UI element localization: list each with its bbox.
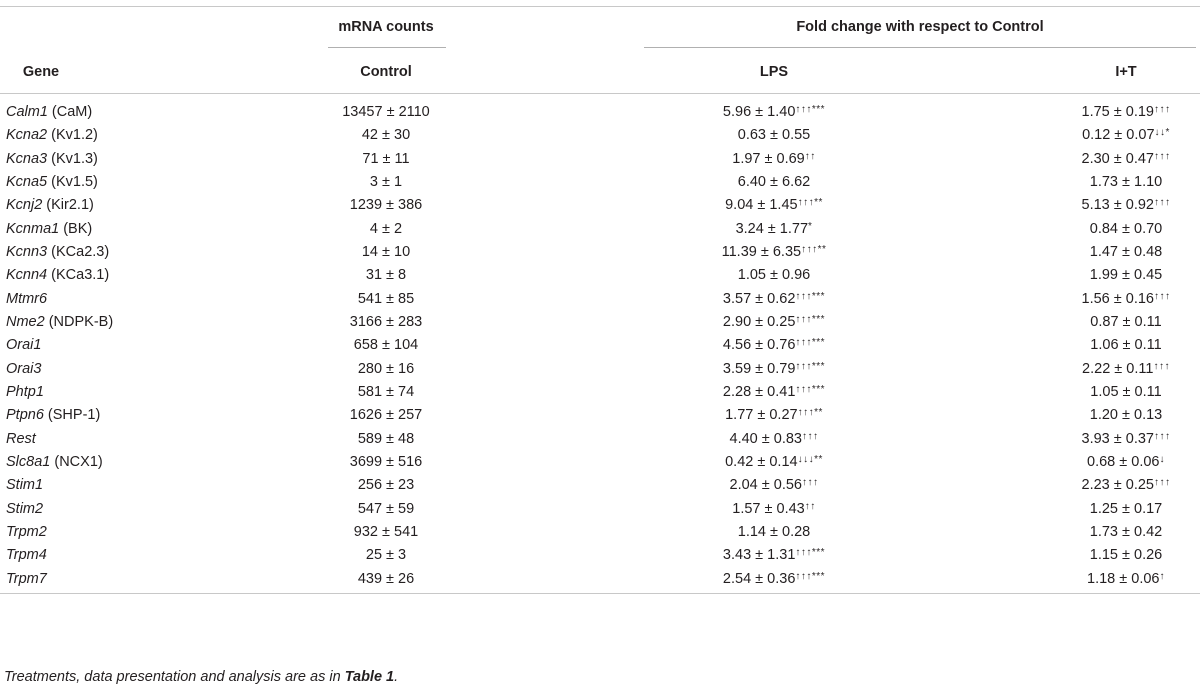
it-value: 1.56 ± 0.16 xyxy=(1081,290,1154,307)
control-count-cell: 71 ± 11 xyxy=(362,150,410,167)
gene-symbol: Orai1 xyxy=(6,337,42,354)
control-count-cell: 25 ± 3 xyxy=(365,547,407,564)
lps-value: 3.57 ± 0.62 xyxy=(722,290,796,307)
it-significance-marks: ↑↑↑ xyxy=(1153,360,1170,372)
it-fold-cell xyxy=(1056,521,1196,544)
gene-cell xyxy=(6,288,47,311)
it-fold-cell xyxy=(1056,124,1196,147)
control-count-cell: 4 ± 2 xyxy=(369,220,403,237)
table-row xyxy=(0,451,1200,474)
lps-fold-cell xyxy=(686,544,862,567)
lps-significance-marks: ↑↑↑** xyxy=(797,197,823,209)
gene-cell xyxy=(6,521,47,544)
column-header-control: Control xyxy=(360,64,412,80)
lps-fold-cell xyxy=(686,171,862,194)
lps-fold-cell xyxy=(686,334,862,357)
gene-symbol: Trpm4 xyxy=(6,547,47,564)
control-count-cell: 1626 ± 257 xyxy=(349,407,423,424)
it-significance-marks: ↑↑↑ xyxy=(1153,477,1171,489)
gene-alias: (SHP-1) xyxy=(43,407,101,424)
it-fold-cell xyxy=(1056,241,1196,264)
gene-alias: (BK) xyxy=(59,220,93,237)
it-value: 2.30 ± 0.47 xyxy=(1081,150,1154,167)
it-significance-marks: ↑↑↑ xyxy=(1153,150,1171,162)
lps-fold-cell xyxy=(686,148,862,171)
gene-alias: (NCX1) xyxy=(50,453,103,470)
control-count-cell: 3 ± 1 xyxy=(369,173,403,190)
it-value: 3.93 ± 0.37 xyxy=(1081,430,1154,447)
gene-symbol: Slc8a1 xyxy=(6,453,51,470)
gene-symbol: Rest xyxy=(6,430,36,447)
table-row xyxy=(0,381,1200,404)
it-value: 1.05 ± 0.11 xyxy=(1090,383,1162,400)
gene-cell xyxy=(6,264,109,287)
lps-fold-cell xyxy=(686,101,862,124)
gene-symbol: Stim2 xyxy=(6,500,44,517)
gene-cell xyxy=(6,381,44,404)
control-count-cell: 589 ± 48 xyxy=(357,430,415,447)
lps-value: 1.05 ± 0.96 xyxy=(737,267,811,284)
it-value: 0.12 ± 0.07 xyxy=(1082,127,1155,144)
lps-fold-cell xyxy=(686,358,862,381)
gene-cell xyxy=(6,358,41,381)
it-fold-cell xyxy=(1056,498,1196,521)
it-fold-cell xyxy=(1056,428,1196,451)
lps-fold-cell xyxy=(686,498,862,521)
lps-fold-cell xyxy=(686,521,862,544)
it-value: 2.22 ± 0.11 xyxy=(1082,360,1154,377)
it-fold-cell xyxy=(1056,474,1196,497)
lps-value: 0.42 ± 0.14 xyxy=(725,453,798,470)
table-row xyxy=(0,521,1200,544)
table-row xyxy=(0,474,1200,497)
control-count-cell: 541 ± 85 xyxy=(357,290,415,307)
it-value: 0.87 ± 0.11 xyxy=(1090,313,1162,330)
it-value: 1.06 ± 0.11 xyxy=(1090,337,1162,354)
table-row xyxy=(0,544,1200,567)
gene-symbol: Kcnn3 xyxy=(6,243,48,260)
table-row xyxy=(0,148,1200,171)
table-row xyxy=(0,241,1200,264)
it-fold-cell xyxy=(1056,358,1196,381)
lps-significance-marks: * xyxy=(808,220,813,232)
it-significance-marks: ↑ xyxy=(1159,570,1165,582)
control-count-cell: 547 ± 59 xyxy=(357,500,415,517)
control-count-cell: 42 ± 30 xyxy=(361,127,411,144)
control-count-cell: 14 ± 10 xyxy=(361,243,411,260)
lps-fold-cell xyxy=(686,404,862,427)
table-body xyxy=(0,101,1200,591)
control-count-cell: 658 ± 104 xyxy=(353,337,419,354)
lps-value: 11.39 ± 6.35 xyxy=(721,243,802,260)
group-rule-mrna xyxy=(328,47,446,48)
gene-cell xyxy=(6,428,36,451)
lps-fold-cell xyxy=(686,311,862,334)
it-value: 1.73 ± 1.10 xyxy=(1089,173,1163,190)
gene-alias: (CaM) xyxy=(47,104,93,120)
lps-fold-cell xyxy=(686,381,862,404)
lps-significance-marks: ↑↑↑** xyxy=(797,407,823,419)
it-significance-marks: ↑↑↑ xyxy=(1153,430,1171,442)
it-value: 1.25 ± 0.17 xyxy=(1089,500,1163,517)
lps-value: 2.28 ± 0.41 xyxy=(722,383,796,400)
gene-cell xyxy=(6,218,92,241)
gene-symbol: Kcnma1 xyxy=(6,220,60,237)
it-significance-marks: ↓ xyxy=(1159,453,1165,465)
gene-symbol: Kcna2 xyxy=(6,127,48,144)
lps-fold-cell xyxy=(686,474,862,497)
table-bottom-rule xyxy=(0,593,1200,594)
it-fold-cell xyxy=(1056,544,1196,567)
lps-fold-cell xyxy=(686,568,862,591)
table-row xyxy=(0,428,1200,451)
it-value: 1.20 ± 0.13 xyxy=(1089,407,1163,424)
table-row xyxy=(0,264,1200,287)
lps-value: 3.59 ± 0.79 xyxy=(722,360,796,377)
table-row xyxy=(0,404,1200,427)
it-significance-marks: ↓↓* xyxy=(1154,127,1170,139)
gene-symbol: Kcnn4 xyxy=(6,267,48,284)
lps-significance-marks: ↑↑↑ xyxy=(801,477,819,489)
it-fold-cell xyxy=(1056,568,1196,591)
it-value: 1.15 ± 0.26 xyxy=(1089,547,1163,564)
table-footnote xyxy=(4,669,398,685)
lps-significance-marks: ↑↑↑*** xyxy=(795,547,826,559)
lps-significance-marks: ↑↑↑*** xyxy=(795,360,826,372)
control-count-cell: 932 ± 541 xyxy=(353,523,419,540)
lps-value: 0.63 ± 0.55 xyxy=(737,127,811,144)
lps-significance-marks: ↑↑↑*** xyxy=(795,104,826,115)
table-row xyxy=(0,358,1200,381)
lps-significance-marks: ↑↑ xyxy=(804,500,816,512)
lps-value: 1.97 ± 0.69 xyxy=(732,150,805,167)
gene-cell xyxy=(6,311,113,334)
gene-symbol: Nme2 xyxy=(6,313,45,330)
footnote-text: Treatments, data presentation and analysis are as in xyxy=(4,669,345,685)
group-rule-fold-change xyxy=(644,47,1196,48)
gene-cell xyxy=(6,334,41,357)
gene-cell xyxy=(6,498,43,521)
it-fold-cell xyxy=(1056,101,1196,124)
lps-significance-marks: ↑↑↑*** xyxy=(795,383,826,395)
table-row xyxy=(0,334,1200,357)
table-row xyxy=(0,568,1200,591)
gene-symbol: Orai3 xyxy=(6,360,42,377)
control-count-cell: 1239 ± 386 xyxy=(349,197,423,214)
lps-fold-cell xyxy=(686,241,862,264)
it-fold-cell xyxy=(1056,381,1196,404)
it-significance-marks: ↑↑↑ xyxy=(1153,290,1171,302)
lps-fold-cell xyxy=(686,218,862,241)
lps-value: 1.14 ± 0.28 xyxy=(737,523,811,540)
footnote-table-ref: Table 1 xyxy=(344,669,395,685)
gene-cell xyxy=(6,101,92,124)
gene-symbol: Kcnj2 xyxy=(6,197,43,214)
gene-symbol: Trpm2 xyxy=(6,523,47,540)
it-fold-cell xyxy=(1056,451,1196,474)
control-count-cell: 31 ± 8 xyxy=(365,267,407,284)
lps-value: 3.24 ± 1.77 xyxy=(735,220,809,237)
lps-significance-marks: ↑↑↑*** xyxy=(795,313,826,325)
it-fold-cell xyxy=(1056,171,1196,194)
it-fold-cell xyxy=(1056,288,1196,311)
it-fold-cell xyxy=(1056,311,1196,334)
control-count-cell: 256 ± 23 xyxy=(357,477,415,494)
gene-symbol: Ptpn6 xyxy=(6,407,44,424)
control-count-cell: 3166 ± 283 xyxy=(349,313,423,330)
lps-value: 2.04 ± 0.56 xyxy=(729,477,802,494)
gene-alias: (KCa3.1) xyxy=(47,267,110,284)
it-fold-cell xyxy=(1056,404,1196,427)
it-significance-marks: ↑↑↑ xyxy=(1153,104,1171,115)
lps-significance-marks: ↑↑↑ xyxy=(801,430,819,442)
gene-cell xyxy=(6,171,98,194)
group-header-fold-change: Fold change with respect to Control xyxy=(796,19,1044,35)
gene-alias: (KCa2.3) xyxy=(47,243,110,260)
lps-value: 1.77 ± 0.27 xyxy=(725,407,798,424)
lps-fold-cell xyxy=(686,451,862,474)
lps-value: 4.56 ± 0.76 xyxy=(722,337,796,354)
gene-cell xyxy=(6,241,109,264)
gene-cell xyxy=(6,194,94,217)
control-count-cell: 581 ± 74 xyxy=(357,383,415,400)
gene-cell xyxy=(6,544,47,567)
lps-significance-marks: ↑↑↑*** xyxy=(795,337,826,349)
lps-fold-cell xyxy=(686,264,862,287)
column-header-gene: Gene xyxy=(22,64,60,80)
gene-symbol: Kcna5 xyxy=(6,173,48,190)
gene-symbol: Calm1 xyxy=(6,104,48,120)
table-row xyxy=(0,288,1200,311)
column-header-lps: LPS xyxy=(759,64,789,80)
lps-fold-cell xyxy=(686,124,862,147)
gene-cell xyxy=(6,404,100,427)
lps-fold-cell xyxy=(686,288,862,311)
lps-significance-marks: ↑↑↑** xyxy=(801,243,827,255)
it-value: 1.47 ± 0.48 xyxy=(1089,243,1163,260)
gene-symbol: Mtmr6 xyxy=(6,290,48,307)
table-top-rule xyxy=(0,6,1200,7)
lps-significance-marks: ↑↑↑*** xyxy=(795,290,826,302)
control-count-cell: 439 ± 26 xyxy=(357,570,415,587)
gene-symbol: Kcna3 xyxy=(6,150,48,167)
gene-symbol: Phtp1 xyxy=(6,383,44,400)
gene-alias: (Kir2.1) xyxy=(42,197,94,214)
lps-value: 6.40 ± 6.62 xyxy=(737,173,811,190)
it-value: 0.68 ± 0.06 xyxy=(1087,453,1160,470)
lps-fold-cell xyxy=(686,428,862,451)
it-value: 1.75 ± 0.19 xyxy=(1081,104,1154,120)
gene-alias: (Kv1.5) xyxy=(47,173,98,190)
lps-value: 3.43 ± 1.31 xyxy=(722,547,796,564)
gene-symbol: Trpm7 xyxy=(6,570,47,587)
it-fold-cell xyxy=(1056,148,1196,171)
it-value: 5.13 ± 0.92 xyxy=(1081,197,1154,214)
it-value: 2.23 ± 0.25 xyxy=(1081,477,1154,494)
it-fold-cell xyxy=(1056,334,1196,357)
lps-value: 9.04 ± 1.45 xyxy=(725,197,798,214)
column-header-it: I+T xyxy=(1115,64,1137,80)
it-value: 1.99 ± 0.45 xyxy=(1089,267,1163,284)
table-row xyxy=(0,101,1200,124)
it-value: 1.18 ± 0.06 xyxy=(1087,570,1160,587)
it-significance-marks: ↑↑↑ xyxy=(1153,197,1171,209)
table-row xyxy=(0,194,1200,217)
lps-value: 1.57 ± 0.43 xyxy=(732,500,805,517)
gene-cell xyxy=(6,474,43,497)
gene-cell xyxy=(6,568,47,591)
gene-symbol: Stim1 xyxy=(6,477,44,494)
gene-alias: (NDPK-B) xyxy=(44,313,114,330)
gene-cell xyxy=(6,148,98,171)
table-row xyxy=(0,498,1200,521)
gene-cell xyxy=(6,451,103,474)
footnote-end: . xyxy=(394,669,399,685)
group-header-mrna: mRNA counts xyxy=(338,19,434,35)
it-value: 0.84 ± 0.70 xyxy=(1089,220,1163,237)
gene-cell xyxy=(6,124,98,147)
it-fold-cell xyxy=(1056,194,1196,217)
table-row xyxy=(0,311,1200,334)
table-row xyxy=(0,171,1200,194)
it-value: 1.73 ± 0.42 xyxy=(1089,523,1163,540)
it-fold-cell xyxy=(1056,218,1196,241)
table-row xyxy=(0,218,1200,241)
lps-significance-marks: ↑↑ xyxy=(804,150,816,162)
lps-fold-cell xyxy=(686,194,862,217)
it-fold-cell xyxy=(1056,264,1196,287)
control-count-cell: 3699 ± 516 xyxy=(349,453,423,470)
lps-value: 4.40 ± 0.83 xyxy=(729,430,802,447)
lps-value: 5.96 ± 1.40 xyxy=(722,104,796,120)
lps-significance-marks: ↑↑↑*** xyxy=(795,570,826,582)
table-row xyxy=(0,124,1200,147)
lps-value: 2.54 ± 0.36 xyxy=(722,570,796,587)
control-count-cell: 13457 ± 2110 xyxy=(342,104,430,120)
lps-significance-marks: ↓↓↓** xyxy=(797,453,823,465)
control-count-cell: 280 ± 16 xyxy=(357,360,415,377)
gene-alias: (Kv1.3) xyxy=(47,150,98,167)
gene-alias: (Kv1.2) xyxy=(47,127,98,144)
lps-value: 2.90 ± 0.25 xyxy=(722,313,796,330)
header-bottom-rule xyxy=(0,93,1200,94)
